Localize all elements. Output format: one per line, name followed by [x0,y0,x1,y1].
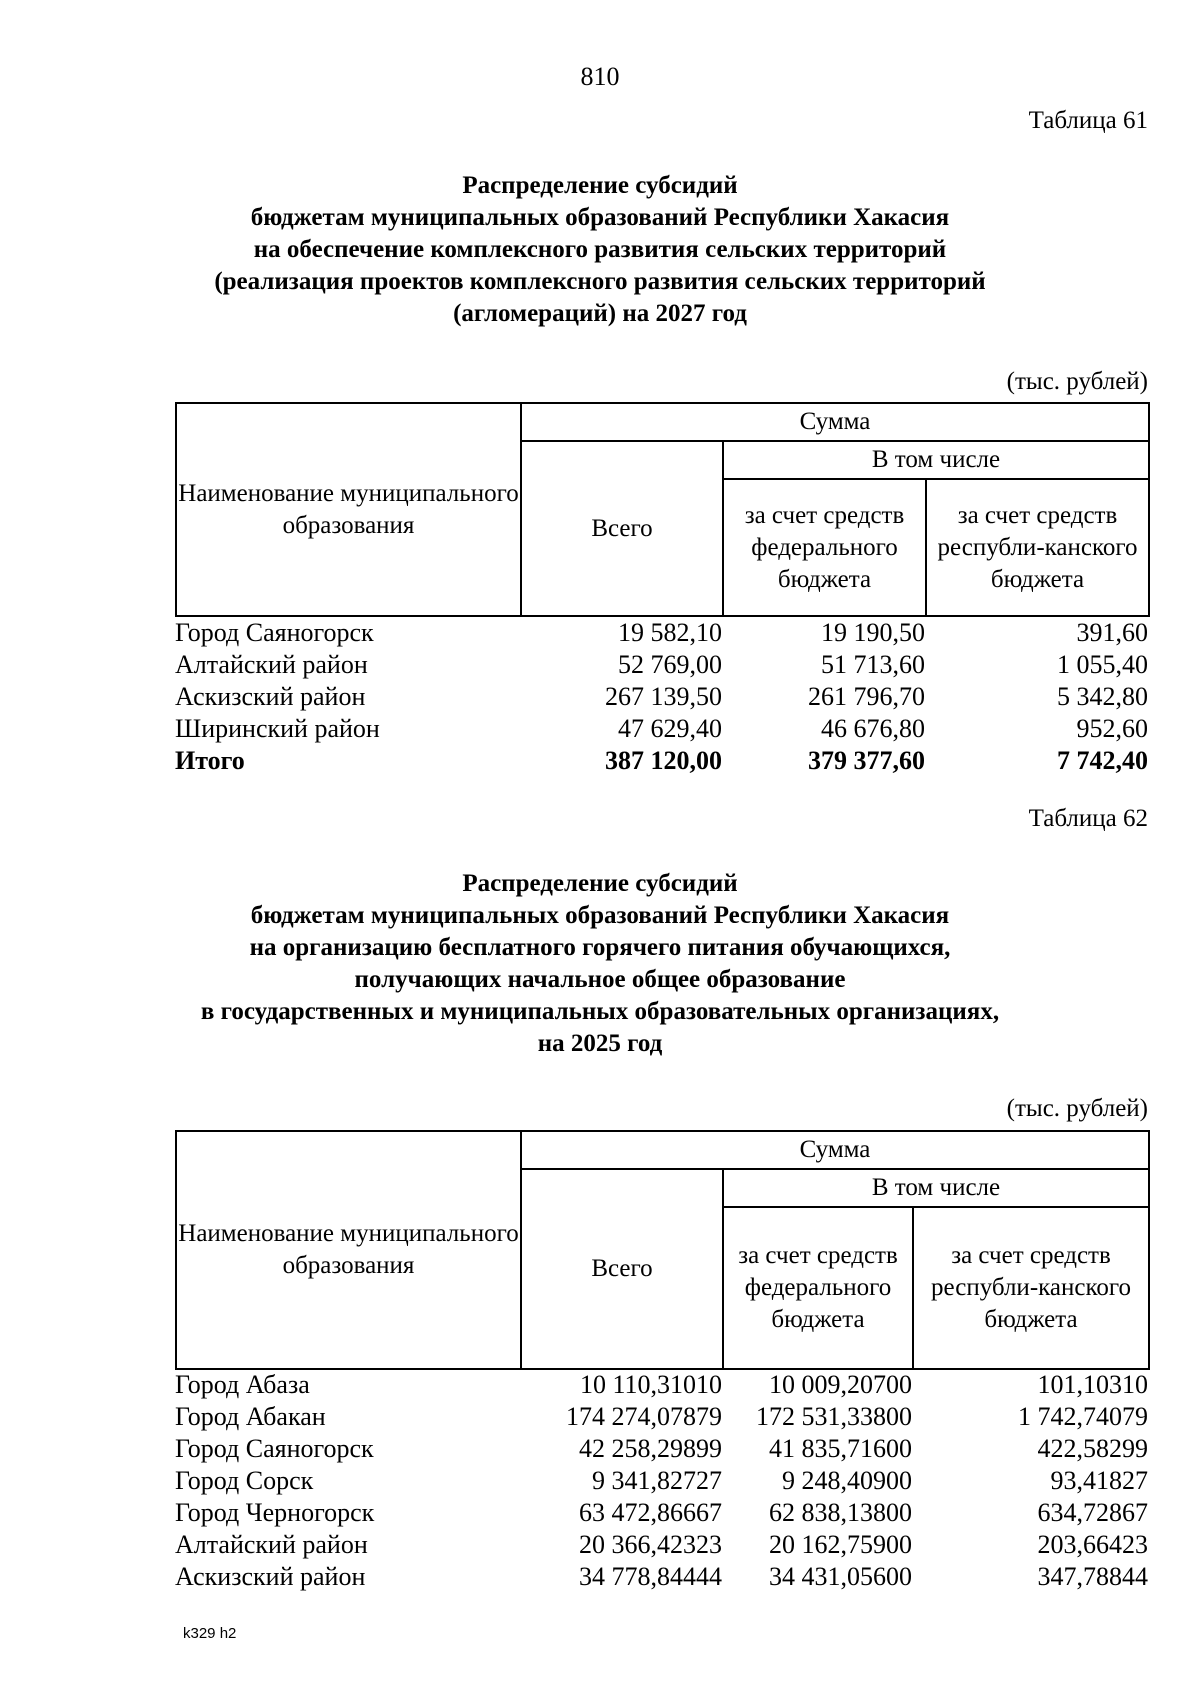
row-federal: 41 835,71600 [769,1434,912,1463]
row-republic: 391,60 [1076,618,1148,647]
row-total: 9 341,82727 [592,1466,722,1495]
row-total: 20 366,42323 [579,1530,722,1559]
header-including: В том числе [723,441,1149,479]
table-row [175,1465,1148,1497]
title-line: на организацию бесплатного горячего питания обучающихся, [249,934,951,961]
title-line: на 2025 год [537,1030,663,1057]
table-61-units: (тыс. рублей) [1006,368,1148,395]
title-line: (агломераций) на 2027 год [453,300,747,327]
header-republic: за счет средств республи-канского бюджета [913,1207,1149,1369]
row-total: 63 472,86667 [579,1498,722,1527]
title-line: бюджетам муниципальных образований Республики Хакасия [250,204,950,231]
table-row [175,1497,1148,1529]
table-row [175,681,1148,713]
row-federal: 19 190,50 [821,618,925,647]
row-republic: 93,41827 [1050,1466,1148,1495]
title-line: Распределение субсидий [462,172,738,199]
row-name: Город Сорск [175,1466,314,1495]
table-row [175,1561,1148,1593]
row-name: Итого [175,746,245,775]
header-total: Всего [521,1169,723,1369]
header-federal: за счет средств федерального бюджета [723,1207,913,1369]
table-row [175,713,1148,745]
table-62-units: (тыс. рублей) [1006,1095,1148,1122]
title-line: в государственных и муниципальных образовательных организациях, [200,998,1000,1025]
header-sum: Сумма [521,1131,1149,1169]
row-name: Алтайский район [175,1530,368,1559]
row-total: 10 110,31010 [579,1370,722,1399]
row-federal: 34 431,05600 [769,1562,912,1591]
row-total: 52 769,00 [618,650,722,679]
row-name: Город Абакан [175,1402,326,1431]
row-republic: 203,66423 [1037,1530,1148,1559]
row-republic: 1 055,40 [1057,650,1148,679]
row-name: Аскизский район [175,682,366,711]
row-total: 19 582,10 [618,618,722,647]
row-total: 42 258,29899 [579,1434,722,1463]
row-name: Алтайский район [175,650,368,679]
table-row [175,1529,1148,1561]
header-total: Всего [521,441,723,616]
row-total: 34 778,84444 [579,1562,722,1591]
row-federal: 46 676,80 [821,714,925,743]
title-line: (реализация проектов комплексного развития сельских территорий [214,268,986,295]
page-number: 810 [580,62,620,91]
row-federal: 10 009,20700 [769,1370,912,1399]
table-row [175,617,1148,649]
row-name: Город Абаза [175,1370,310,1399]
row-name: Город Черногорск [175,1498,375,1527]
header-sum: Сумма [521,403,1149,441]
table-62-label: Таблица 62 [1028,805,1148,832]
row-federal: 51 713,60 [821,650,925,679]
row-republic: 347,78844 [1037,1562,1148,1591]
footer-code: k329 h2 [183,1625,237,1642]
header-republic: за счет средств республи-канского бюджета [926,479,1149,616]
table-61-header [175,402,1150,617]
title-line: получающих начальное общее образование [354,966,846,993]
row-republic: 1 742,74079 [1018,1402,1148,1431]
table-62-title [150,868,1050,1060]
row-federal: 9 248,40900 [782,1466,912,1495]
row-republic: 7 742,40 [1057,746,1148,775]
row-republic: 634,72867 [1037,1498,1148,1527]
table-61-title [150,170,1050,330]
row-republic: 101,10310 [1037,1370,1148,1399]
title-line: Распределение субсидий [462,870,738,897]
table-row [175,1433,1148,1465]
table-61-body [175,617,1148,777]
table-row [175,1369,1148,1401]
table-row [175,649,1148,681]
table-62-header [175,1130,1150,1370]
row-federal: 62 838,13800 [769,1498,912,1527]
row-name: Ширинский район [175,714,380,743]
table-row [175,1401,1148,1433]
title-line: на обеспечение комплексного развития сельских территорий [253,236,947,263]
row-total: 387 120,00 [605,746,722,775]
row-federal: 379 377,60 [808,746,925,775]
row-name: Аскизский район [175,1562,366,1591]
header-federal: за счет средств федерального бюджета [723,479,926,616]
row-name: Город Саяногорск [175,618,374,647]
total-row [175,745,1148,777]
row-federal: 20 162,75900 [769,1530,912,1559]
header-including: В том числе [723,1169,1149,1207]
header-name: Наименование муниципального образования [176,403,521,616]
title-line: бюджетам муниципальных образований Республики Хакасия [250,902,950,929]
row-total: 174 274,07879 [566,1402,722,1431]
row-total: 267 139,50 [605,682,722,711]
row-republic: 422,58299 [1037,1434,1148,1463]
row-federal: 261 796,70 [808,682,925,711]
row-republic: 952,60 [1076,714,1148,743]
header-name: Наименование муниципального образования [176,1131,521,1369]
row-name: Город Саяногорск [175,1434,374,1463]
row-federal: 172 531,33800 [756,1402,912,1431]
row-republic: 5 342,80 [1057,682,1148,711]
table-62-body [175,1369,1148,1593]
row-total: 47 629,40 [618,714,722,743]
table-61-label: Таблица 61 [1028,107,1148,134]
